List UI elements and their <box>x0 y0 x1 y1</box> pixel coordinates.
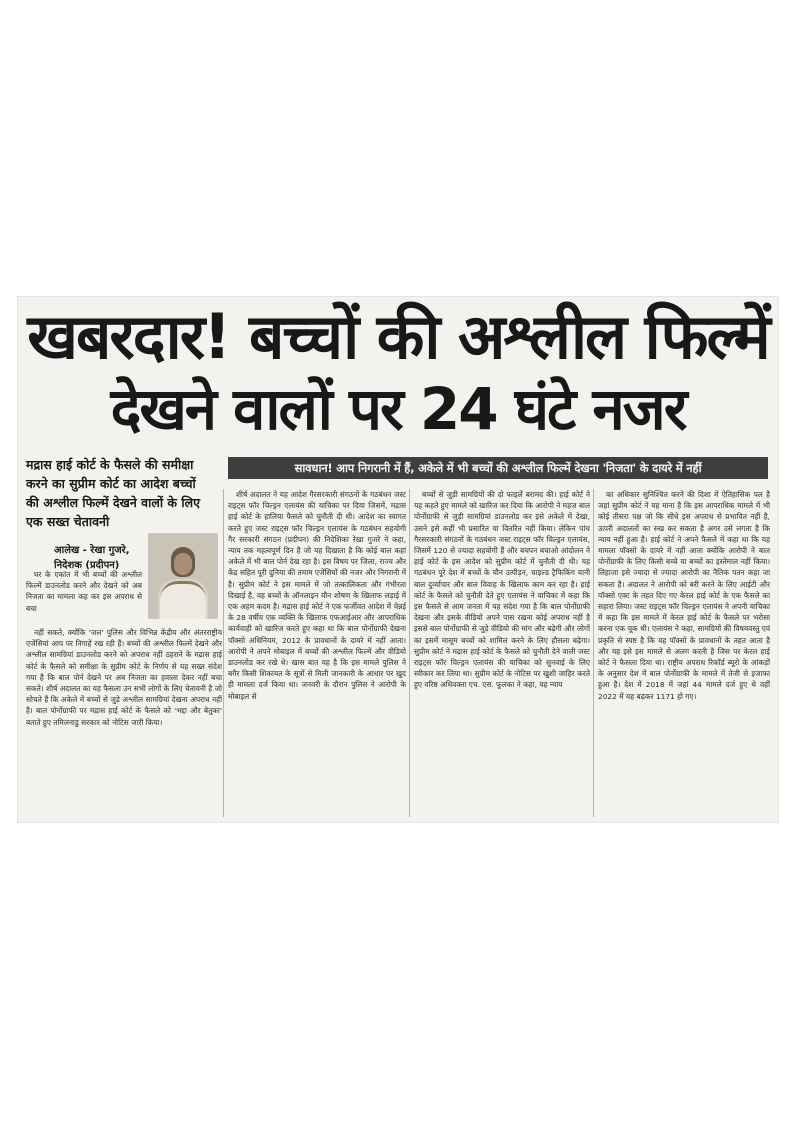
article-column-3 <box>414 489 590 819</box>
column-text: शीर्ष अदालत ने यह आदेश गैरसरकारी संगठनों के गठबंधन जस्ट राइट्स फॉर चिल्ड्रन एलायंस की याचिका पर दिया जिसमें, मद्रास हाई कोर्ट के हालिया फैसले को चुनौती दी थी। आदेश का स्वागत करते हुए जस्ट राइट्स फॉर चिल्ड्रन एलायंस के गठबंधन सहयोगी गैर सरकारी संगठन (प्रदीपन) की निदेशिका रेखा गुजरे ने कहा, न्याय तक महत्वपूर्ण दिन है जो यह दिखाता है कि कोई बाल कहां अकेले में भी बाल पोर्न देख रहा है। इस विषय पर जिला, राज्य और केंद्र सहित पूरी दुनिया की तमाम एजेंसियों की नजर और निगरानी में है। सुप्रीम कोर्ट ने इस मामले में जो तत्कालिकता और गंभीरता दिखाई है, वह बच्चों के ऑनलाइन यौन शोषण के खिलाफ लड़ाई में एक अहम कदम है। मद्रास हाई कोर्ट ने एक फर्जीवत आदेश में चेन्नई के 28 वर्षीय एक व्यक्ति के खिलाफ एफआईआर और आपराधिक कार्यवाही को खारिज करते हुए कहा था कि बाल पोर्नोग्राफी देखना पॉक्सो अधिनियम, 2012 के प्रावधानों के दायरे में नहीं आता। आरोपी ने अपने मोबाइल में बच्चों की अश्लील फिल्में और वीडियो डाउनलोड कर रखे थे। खास बात यह है कि इस मामले पुलिस ने बगैर किसी शिकायत के सूत्रों से मिली जानकारी के आधार पर खुद ही मामला दर्ज किया था। जनवरी के दौरान पुलिस ने आरोपी के मोबाइल से <box>228 490 406 701</box>
article-column-4 <box>598 489 770 819</box>
column-text: बच्चों से जुड़ी सामग्रियों की दो फाइलें बरामद की। हाई कोर्ट ने यह कहते हुए मामले को खारिज कर दिया कि आरोपी ने महज बाल पोर्नोग्राफी से जुड़ी सामग्रियां डाउनलोड कर इसे अकेले में देखा, उसने इसे कहीं भी प्रसारित या वितरित नहीं किया। लेकिन पांच गैरसरकारी संगठनों के गठबंधन जस्ट राइट्स फॉर चिल्ड्रन एलायंस, जिसमें 120 से ज्यादा सहयोगी हैं और बचपन बचाओ आंदोलन ने हाई कोर्ट के इस आदेश को सुप्रीम कोर्ट में चुनौती दी थी। यह गठबंधन पूरे देश में बच्चों के यौन उत्पीड़न, चाइल्ड ट्रैफिकिंग यानी बाल दुर्व्यापार और बाल विवाह के खिलाफ काम कर रहा है। हाई कोर्ट के फैसले को चुनौती देते हुए एलायंस ने याचिका में कहा कि इस फैसले से आम जनता में यह संदेश गया है कि बाल पोर्नोग्राफी देखना और इसके वीडियो अपने पास रखना कोई अपराध नहीं है इससे बाल पोर्नोग्राफी से जुड़े वीडियो की मांग और बढ़ेगी और लोगों का इसमें मासूम बच्चों को शामिल करने के लिए हौसला बढ़ेगा। सुप्रीम कोर्ट ने मद्रास हाई कोर्ट के फैसले को चुनौती देने वाली जस्ट राइट्स फॉर चिल्ड्रन एलायंस की याचिका को सुनवाई के लिए स्वीकार कर लिया था। सुप्रीम कोर्ट के नोटिस पर खुशी जाहिर करते हुए वरिष्ठ अधिवक्ता एच. एस. फूलका ने कहा, यह न्याय <box>414 490 590 690</box>
author-photo <box>148 533 218 619</box>
column-divider <box>223 489 224 817</box>
article-column-2 <box>228 489 406 819</box>
strap-banner: सावधान! आप निगरानी में हैं, अकेले में भी बच्चों की अश्लील फिल्में देखना 'निजता' के दायरे में नहीं <box>228 457 768 479</box>
column-divider <box>593 489 594 817</box>
newspaper-clipping <box>18 297 778 822</box>
column-text: का अधिकार सुनिश्चित करने की दिशा में ऐतिहासिक पल है जहां सुप्रीम कोर्ट ने यह माना है कि इस आपराधिक मामले में भी कोई तीसरा पक्ष जो कि सीधे इस अपराध से प्रभावित नहीं है, ऊपरी अदालतों का रुख कर सकता है अगर उसे लगता है कि न्याय नहीं हुआ है। हाई कोर्ट ने अपने फैसले में कहा था कि यह मामला पॉक्सो के दायरे में नहीं आता क्योंकि आरोपी ने बाल पोर्नोग्राफी के लिए किसी बच्चे या बच्चों का इस्तेमाल नहीं किया। लिहाजा इसे ज्यादा से ज्यादा आरोपी का नैतिक पतन कहा जा सकता है। अदालत ने आरोपी को बरी करने के लिए आईटी और पॉक्सो एक्ट के तहत दिए गए केरल हाई कोर्ट के एक फैसले का सहारा लिया। जस्ट राइट्स फॉर चिल्ड्रन एलायंस ने अपनी याचिका में कहा कि इस मामले में केरल हाई कोर्ट के फैसले पर भरोसा करना एक चूक थी। एलायंस ने कहा, सामग्रियों की विषयवस्तु एवं प्रकृति से स्पष्ट है कि यह पॉक्सो के प्रावधानों के तहत आता है और यह इसे इस मामले से अलग करती है जिस पर केरल हाई कोर्ट ने फैसला दिया था। राष्ट्रीय अपराध रिकॉर्ड ब्यूरो के आंकड़ों के अनुसार देश में बाल पोर्नोग्राफी के मामले में तेजी से इजाफा हुआ है। देश में 2018 में जहां 44 मामले दर्ज हुए थे वहीं 2022 में यह बढ़कर 1171 हो गए। <box>598 490 770 701</box>
column-text: नहीं सकते, क्योंकि 'जल' पुलिस और विभिन्न केंद्रीय और अंतरराष्ट्रीय एजेंसियां आप पर निगाहें रख रही हैं। बच्चों की अश्लील फिल्में देखने और अश्लील सामग्रियां डाउनलोड करने को अपराध नहीं ठहराने के मद्रास हाई कोर्ट के फैसले को समीक्षा के सुप्रीम कोर्ट के निर्णय से यह सख्त संदेश गया है कि बाल पोर्न देखने पर अब निजता का हवाला देकर नहीं बचा सकते। शीर्ष अदालत का यह फैसला उन सभी लोगों के लिए चेतावनी है जो सोचते हैं कि अकेले में बच्चों से जुड़े अश्लील सामग्रियां देखना अपराध नहीं है। बाल पोर्नोग्राफी पर मद्रास हाई कोर्ट के फैसले को 'भद्दा और बेतुका' बताते हुए तमिलनाडु सरकार को नोटिस जारी किया। <box>26 628 222 727</box>
column-text: घर के एकांत में भी बच्चों की अश्लील फिल्में डाउनलोड करने और देखने को अब निजता का मामला कह कर इस अपराध से बचा <box>26 570 142 613</box>
headline-line-2: देखने वालों पर 24 घंटे नजर <box>110 375 686 443</box>
column-divider <box>409 489 410 817</box>
subheadline: मद्रास हाई कोर्ट के फैसले की समीक्षा करने का सुप्रीम कोर्ट का आदेश बच्चों की अश्लील फिल्में देखने वालों के लिए एक सख्त चेतावनी <box>26 457 200 529</box>
byline-designation: निदेशक (प्रदीपन) <box>54 560 120 571</box>
article-column-1 <box>26 627 222 817</box>
byline-author: आलेख - रेखा गुजरे, <box>54 545 130 556</box>
article-column-1-top <box>26 569 142 625</box>
headline-line-1: खबरदार! बच्चों की अश्लील फिल्में <box>27 300 769 373</box>
